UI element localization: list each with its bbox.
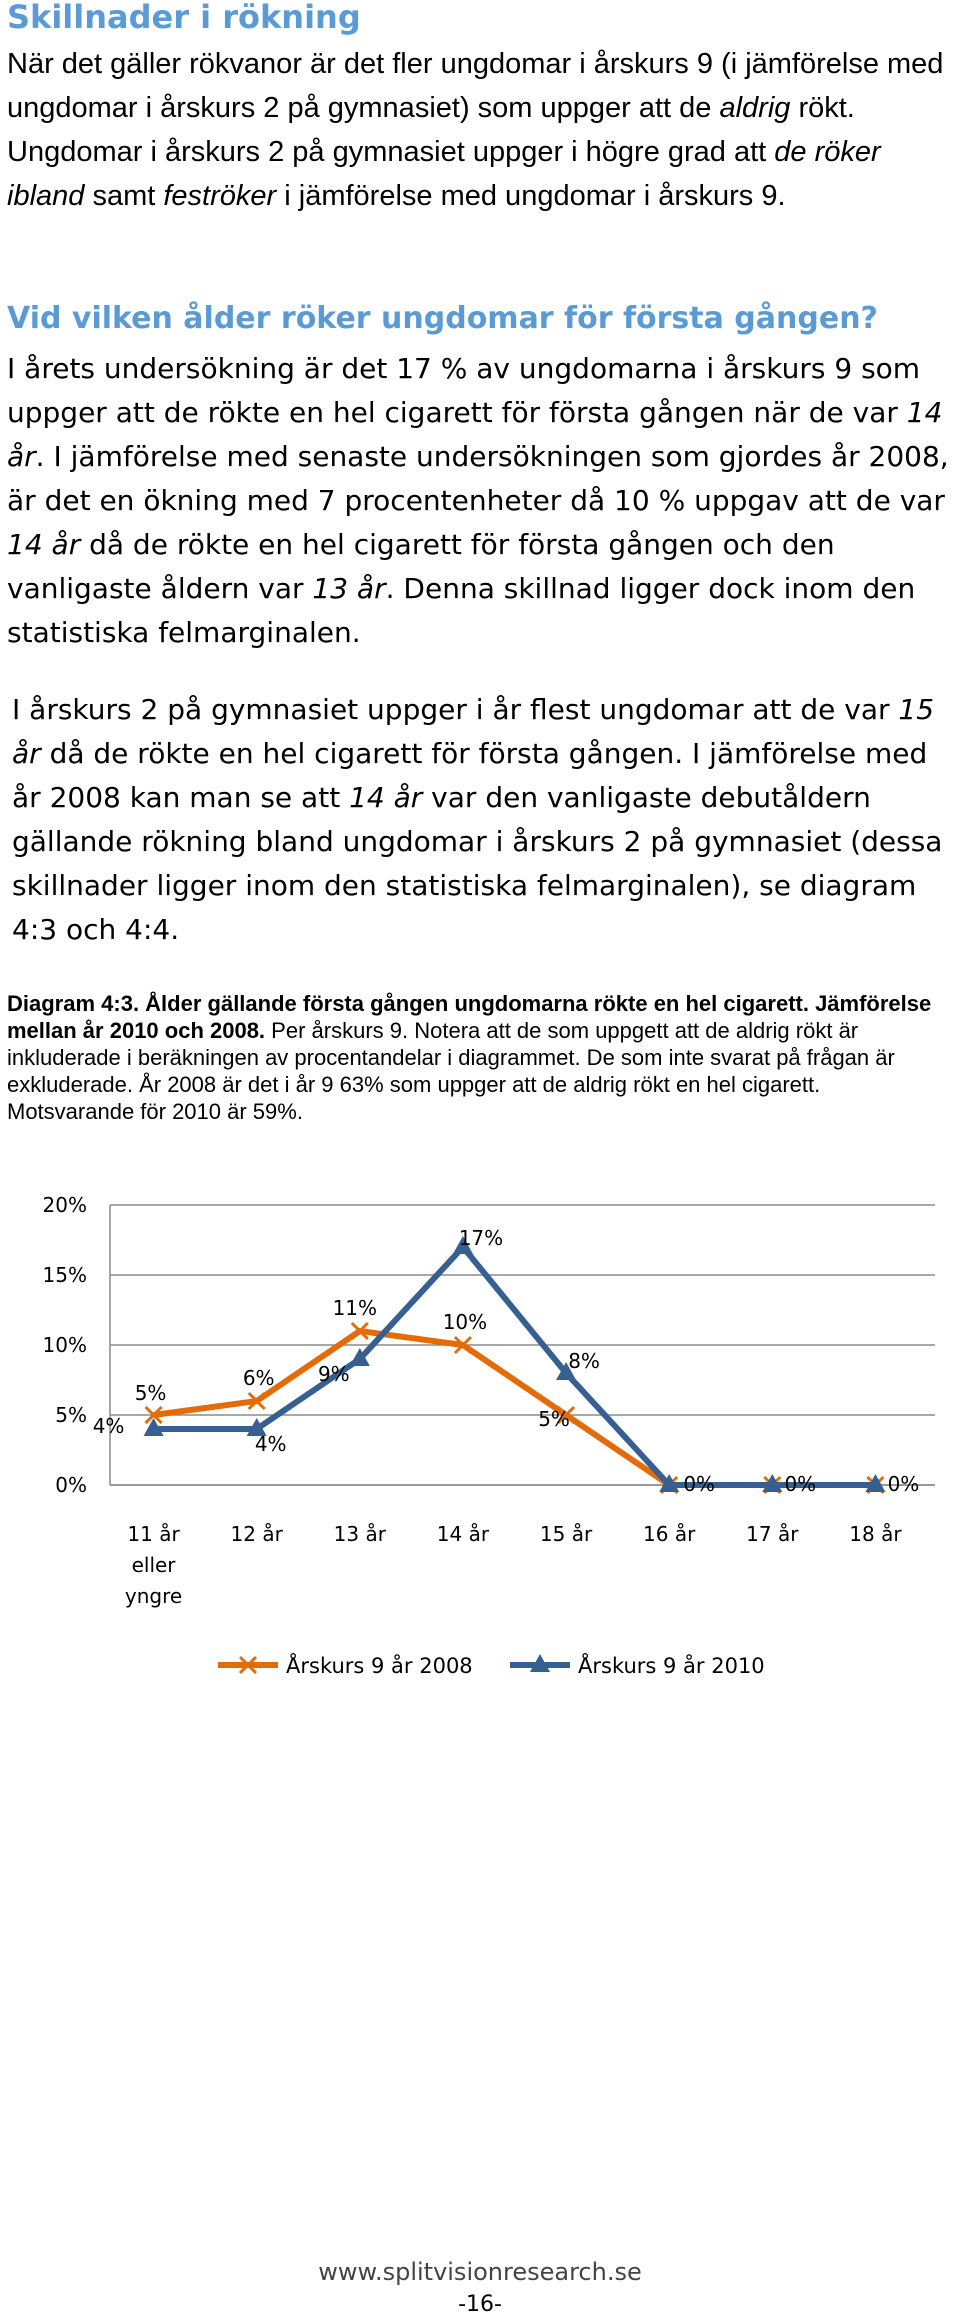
text-run: då de rökte en hel cigarett för första gången och den vanligaste åldern var [7, 528, 835, 605]
text-run: då de rökte en hel cigarett för första gången. I jämförelse med år 2008 kan man se att [12, 737, 928, 814]
text-run: . Denna skillnad ligger dock inom den statistiska felmarginalen. [7, 572, 916, 649]
emphasis-text: de röker ibland [7, 136, 881, 212]
x-tick-label: 11 år [127, 1522, 180, 1546]
data-label: 6% [242, 1366, 275, 1390]
y-tick-label: 15% [42, 1263, 87, 1287]
line-chart [0, 1160, 960, 1700]
data-label: 4% [92, 1414, 125, 1438]
data-label: 0% [683, 1472, 716, 1496]
legend-label: Årskurs 9 år 2010 [578, 1654, 765, 1678]
data-label: 17% [458, 1226, 504, 1250]
emphasis-text: feströker [163, 180, 277, 212]
data-label: 10% [442, 1310, 488, 1334]
x-tick-label: yngre [124, 1584, 183, 1608]
emphasis-text: 14 år [7, 528, 81, 561]
data-label: 8% [568, 1349, 600, 1373]
data-label: 0% [887, 1472, 920, 1496]
x-tick-label: 14 år [436, 1522, 490, 1546]
x-tick-label: eller [131, 1553, 176, 1577]
text-run: . I jämförelse med senaste undersökningen som gjordes år 2008, är det en ökning med 7 procentenheter då 10 % uppgav att de var [7, 440, 949, 517]
x-tick-label: 12 år [230, 1522, 283, 1546]
x-tick-label: 13 år [333, 1522, 386, 1546]
data-label: 0% [784, 1472, 817, 1496]
x-tick-label: 16 år [643, 1522, 696, 1546]
diagram-caption [7, 990, 952, 1125]
y-tick-label: 20% [42, 1193, 87, 1217]
data-label: 11% [332, 1296, 378, 1320]
paragraph-smoking-habits [7, 42, 952, 218]
footer-url: www.splitvisionresearch.se [318, 2258, 642, 2286]
data-label: 4% [254, 1432, 287, 1456]
text-run: samt [84, 180, 164, 212]
x-tick-label: 18 år [849, 1522, 902, 1546]
data-label: 5% [134, 1381, 167, 1405]
emphasis-text: 13 år [312, 572, 386, 605]
paragraph-grade9-results [7, 347, 952, 655]
data-label: 9% [317, 1362, 350, 1386]
emphasis-text: 15 år [12, 693, 935, 770]
caption-title: Diagram 4:3. Ålder gällande första gången ungdomarna rökte en hel cigarett. Jämförelse mellan år 2010 och 2008. [7, 991, 932, 1043]
caption-body: Per årskurs 9. Notera att de som uppgett att de aldrig rökt är inkluderade i beräkningen av procentandelar i diagrammet. De som inte svarat på frågan är exkluderade. År 2008 är det i år 9 63% som uppger att de aldrig rökt en hel cigarett. Motsvarande för 2010 är 59%. [7, 1018, 895, 1124]
y-tick-label: 10% [42, 1333, 87, 1357]
emphasis-text: 14 år [7, 396, 943, 473]
section-heading-first-age: Vid vilken ålder röker ungdomar för första gången? [7, 301, 878, 336]
emphasis-text: aldrig [719, 92, 791, 124]
text-run: När det gäller rökvanor är det fler ungdomar i årskurs 9 (i jämförelse med ungdomar i årskurs 2 på gymnasiet) som uppger att de [7, 48, 944, 124]
emphasis-text: 14 år [349, 781, 423, 814]
text-run: rökt. Ungdomar i årskurs 2 på gymnasiet uppger i högre grad att [7, 92, 855, 168]
x-tick-label: 15 år [539, 1522, 593, 1546]
page-number: -16- [458, 2292, 502, 2317]
text-run: I årets undersökning är det 17 % av ungdomarna i årskurs 9 som uppger att de rökte en hel cigarett för första gången när de var [7, 352, 921, 429]
text-run: var den vanligaste debutåldern gällande rökning bland ungdomar i årskurs 2 på gymnasiet (dessa skillnader ligger inom den statistiska felmarginalen), se diagram 4:3 och 4:4. [12, 781, 943, 946]
text-run: i jämförelse med ungdomar i årskurs 9. [276, 180, 786, 212]
legend-label: Årskurs 9 år 2008 [286, 1654, 473, 1678]
paragraph-gymnasium-results [12, 688, 957, 952]
x-tick-label: 17 år [746, 1522, 799, 1546]
section-heading-differences: Skillnader i rökning [7, 0, 361, 36]
y-tick-label: 0% [55, 1473, 87, 1497]
text-run: I årskurs 2 på gymnasiet uppger i år flest ungdomar att de var [12, 693, 899, 726]
data-label: 5% [538, 1407, 570, 1431]
y-tick-label: 5% [55, 1403, 87, 1427]
